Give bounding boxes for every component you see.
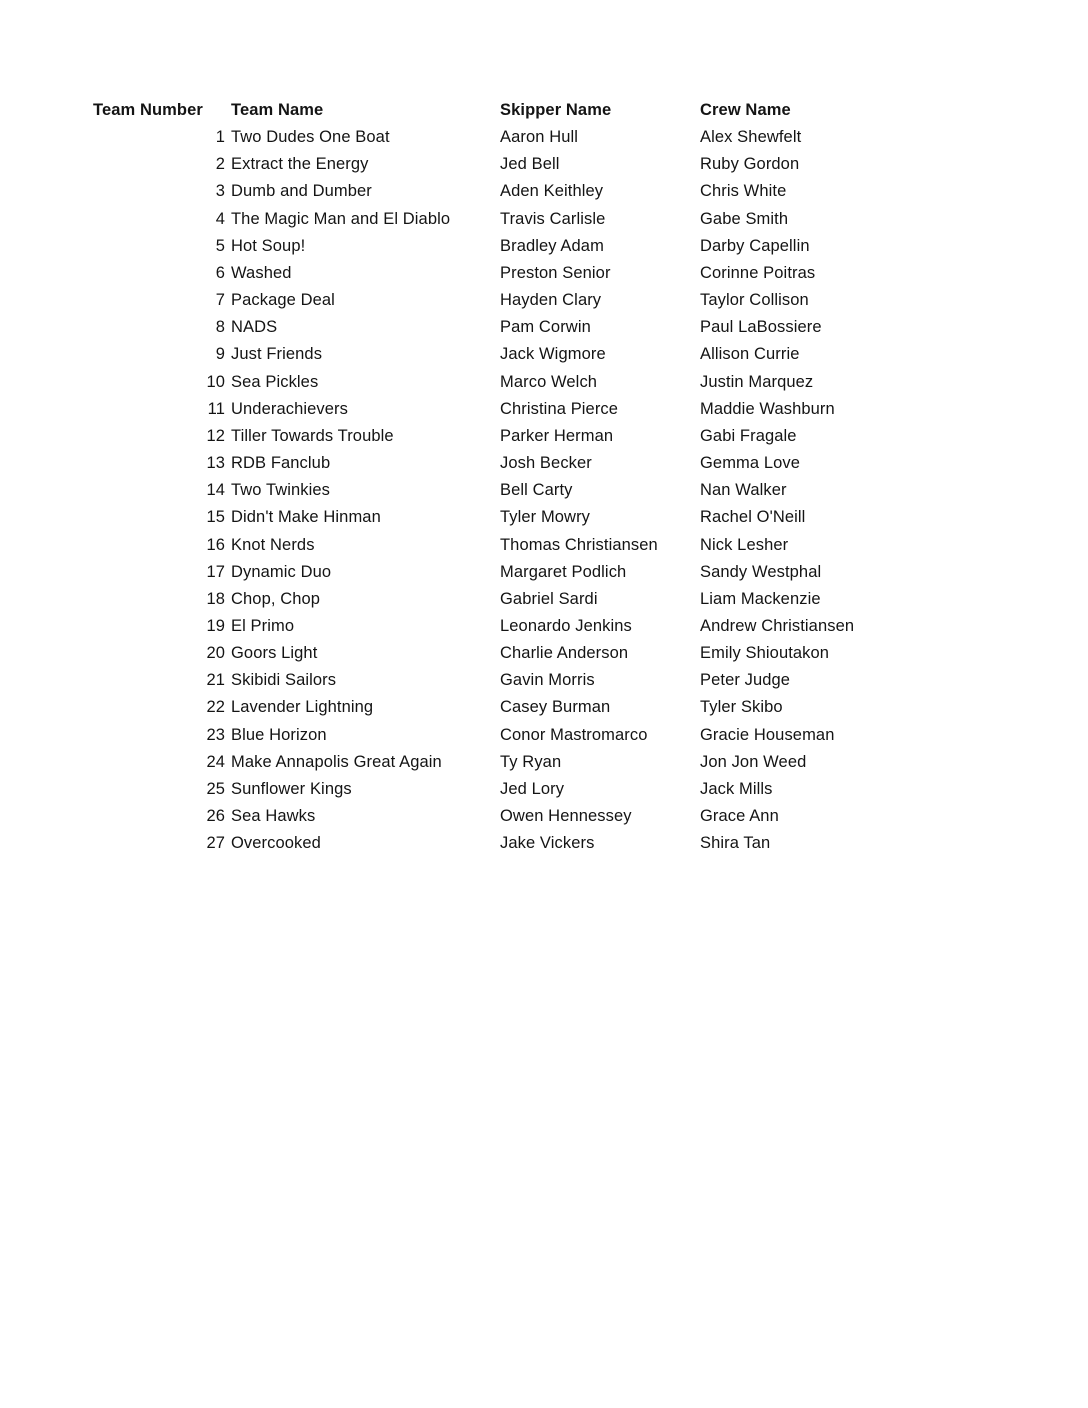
skipper-name-cell: Josh Becker [500, 454, 592, 473]
team-number-cell: 24 [206, 752, 225, 771]
crew-name-cell: Taylor Collison [700, 291, 809, 310]
skipper-name-cell: Tyler Mowry [500, 508, 591, 527]
skipper-name-cell: Preston Senior [500, 263, 611, 282]
skipper-name-cell: Charlie Anderson [500, 644, 629, 663]
table-row [93, 341, 1000, 368]
crew-name-cell: Nick Lesher [700, 535, 789, 554]
team-number-cell: 16 [206, 535, 225, 554]
crew-name-cell: Paul LaBossiere [700, 318, 822, 337]
table-row [93, 830, 1000, 857]
team-roster-table [93, 97, 1000, 857]
skipper-name-cell: Jake Vickers [500, 834, 595, 853]
table-row [93, 776, 1000, 803]
team-name-cell: Didn't Make Hinman [231, 508, 381, 527]
team-name-cell: Sunflower Kings [231, 779, 352, 798]
skipper-name-cell: Hayden Clary [500, 291, 602, 310]
crew-name-cell: Tyler Skibo [700, 698, 783, 717]
crew-name-cell: Chris White [700, 182, 787, 201]
team-number-cell: 2 [215, 155, 225, 174]
team-name-cell: Blue Horizon [231, 725, 327, 744]
skipper-name-cell: Bell Carty [500, 481, 573, 500]
crew-name-cell: Andrew Christiansen [700, 616, 855, 635]
skipper-name-cell: Casey Burman [500, 698, 611, 717]
table-row [93, 151, 1000, 178]
table-row [93, 586, 1000, 613]
crew-name-cell: Alex Shewfelt [700, 128, 802, 147]
skipper-name-cell: Jed Lory [500, 779, 565, 798]
team-number-cell: 22 [206, 698, 225, 717]
team-name-cell: Dumb and Dumber [231, 182, 372, 201]
crew-name-cell: Liam Mackenzie [700, 589, 821, 608]
crew-name-cell: Rachel O'Neill [700, 508, 806, 527]
team-name-cell: El Primo [231, 616, 295, 635]
team-number-cell: 27 [206, 834, 225, 853]
table-row [93, 206, 1000, 233]
team-name-cell: Goors Light [231, 644, 318, 663]
crew-name-cell: Shira Tan [700, 834, 771, 853]
skipper-name-cell: Leonardo Jenkins [500, 616, 632, 635]
skipper-name-cell: Bradley Adam [500, 236, 604, 255]
table-row [93, 450, 1000, 477]
team-number-cell: 13 [206, 454, 225, 473]
team-name-cell: Package Deal [231, 291, 335, 310]
team-name-cell: Just Friends [231, 345, 323, 364]
table-row [93, 287, 1000, 314]
table-row [93, 178, 1000, 205]
skipper-name-cell: Gabriel Sardi [500, 589, 598, 608]
column-header-team-number: Team Number [93, 101, 203, 119]
team-number-cell: 26 [206, 807, 225, 826]
table-row [93, 124, 1000, 151]
team-name-cell: Lavender Lightning [231, 698, 374, 717]
team-name-cell: NADS [231, 318, 278, 337]
crew-name-cell: Ruby Gordon [700, 155, 800, 174]
table-row [93, 396, 1000, 423]
table-row [93, 369, 1000, 396]
team-number-cell: 6 [215, 263, 225, 282]
crew-name-cell: Maddie Washburn [700, 399, 835, 418]
table-row [93, 504, 1000, 531]
team-name-cell: Sea Pickles [231, 372, 319, 391]
crew-name-cell: Allison Currie [700, 345, 800, 364]
team-name-cell: Two Twinkies [231, 481, 331, 500]
crew-name-cell: Gabi Fragale [700, 426, 797, 445]
table-row [93, 667, 1000, 694]
team-number-cell: 12 [206, 426, 225, 445]
team-number-cell: 21 [206, 671, 225, 690]
crew-name-cell: Jack Mills [700, 779, 773, 798]
skipper-name-cell: Parker Herman [500, 426, 614, 445]
crew-name-cell: Gabe Smith [700, 209, 789, 228]
crew-name-cell: Darby Capellin [700, 236, 810, 255]
skipper-name-cell: Aaron Hull [500, 128, 579, 147]
team-name-cell: Extract the Energy [231, 155, 369, 174]
table-row [93, 640, 1000, 667]
skipper-name-cell: Travis Carlisle [500, 209, 606, 228]
team-number-cell: 18 [206, 589, 225, 608]
skipper-name-cell: Christina Pierce [500, 399, 619, 418]
team-number-cell: 4 [215, 209, 225, 228]
team-name-cell: Hot Soup! [231, 236, 306, 255]
team-name-cell: Overcooked [231, 834, 321, 853]
column-header-crew-name: Crew Name [700, 101, 791, 119]
team-name-cell: Knot Nerds [231, 535, 315, 554]
team-name-cell: Two Dudes One Boat [231, 128, 390, 147]
table-row [93, 803, 1000, 830]
team-number-cell: 8 [215, 318, 225, 337]
crew-name-cell: Jon Jon Weed [700, 752, 807, 771]
crew-name-cell: Grace Ann [700, 807, 779, 826]
team-number-cell: 10 [206, 372, 225, 391]
table-row [93, 477, 1000, 504]
team-name-cell: Chop, Chop [231, 589, 321, 608]
team-name-cell: Skibidi Sailors [231, 671, 337, 690]
team-name-cell: RDB Fanclub [231, 454, 331, 473]
skipper-name-cell: Thomas Christiansen [500, 535, 658, 554]
team-name-cell: Tiller Towards Trouble [231, 426, 394, 445]
team-name-cell: The Magic Man and El Diablo [231, 209, 451, 228]
team-number-cell: 1 [215, 128, 225, 147]
table-row [93, 722, 1000, 749]
crew-name-cell: Justin Marquez [700, 372, 814, 391]
column-header-team-name: Team Name [231, 101, 324, 119]
crew-name-cell: Emily Shioutakon [700, 644, 830, 663]
team-number-cell: 9 [215, 345, 225, 364]
team-number-cell: 23 [206, 725, 225, 744]
team-number-cell: 11 [207, 399, 225, 418]
team-name-cell: Make Annapolis Great Again [231, 752, 442, 771]
team-number-cell: 25 [206, 779, 225, 798]
skipper-name-cell: Marco Welch [500, 372, 598, 391]
team-number-cell: 15 [206, 508, 225, 527]
skipper-name-cell: Aden Keithley [500, 182, 604, 201]
crew-name-cell: Gracie Houseman [700, 725, 835, 744]
crew-name-cell: Gemma Love [700, 454, 801, 473]
skipper-name-cell: Ty Ryan [500, 752, 562, 771]
skipper-name-cell: Margaret Podlich [500, 562, 627, 581]
team-number-cell: 3 [215, 182, 225, 201]
table-row [93, 532, 1000, 559]
crew-name-cell: Peter Judge [700, 671, 791, 690]
table-row [93, 749, 1000, 776]
team-number-cell: 7 [215, 291, 225, 310]
skipper-name-cell: Owen Hennessey [500, 807, 632, 826]
team-number-cell: 14 [206, 481, 225, 500]
crew-name-cell: Nan Walker [700, 481, 787, 500]
table-row [93, 613, 1000, 640]
table-row [93, 233, 1000, 260]
crew-name-cell: Sandy Westphal [700, 562, 822, 581]
table-body [93, 124, 1000, 857]
team-name-cell: Dynamic Duo [231, 562, 332, 581]
skipper-name-cell: Jed Bell [500, 155, 560, 174]
table-row [93, 260, 1000, 287]
table-row [93, 559, 1000, 586]
skipper-name-cell: Gavin Morris [500, 671, 595, 690]
skipper-name-cell: Conor Mastromarco [500, 725, 648, 744]
crew-name-cell: Corinne Poitras [700, 263, 816, 282]
table-header-row [93, 97, 1000, 124]
team-name-cell: Sea Hawks [231, 807, 316, 826]
column-header-skipper-name: Skipper Name [500, 101, 612, 119]
table-row [93, 314, 1000, 341]
team-name-cell: Washed [231, 263, 292, 282]
team-name-cell: Underachievers [231, 399, 348, 418]
skipper-name-cell: Pam Corwin [500, 318, 591, 337]
team-number-cell: 19 [206, 616, 225, 635]
team-number-cell: 20 [206, 644, 225, 663]
team-number-cell: 5 [215, 236, 225, 255]
team-number-cell: 17 [206, 562, 225, 581]
table-row [93, 423, 1000, 450]
skipper-name-cell: Jack Wigmore [500, 345, 606, 364]
table-row [93, 694, 1000, 721]
